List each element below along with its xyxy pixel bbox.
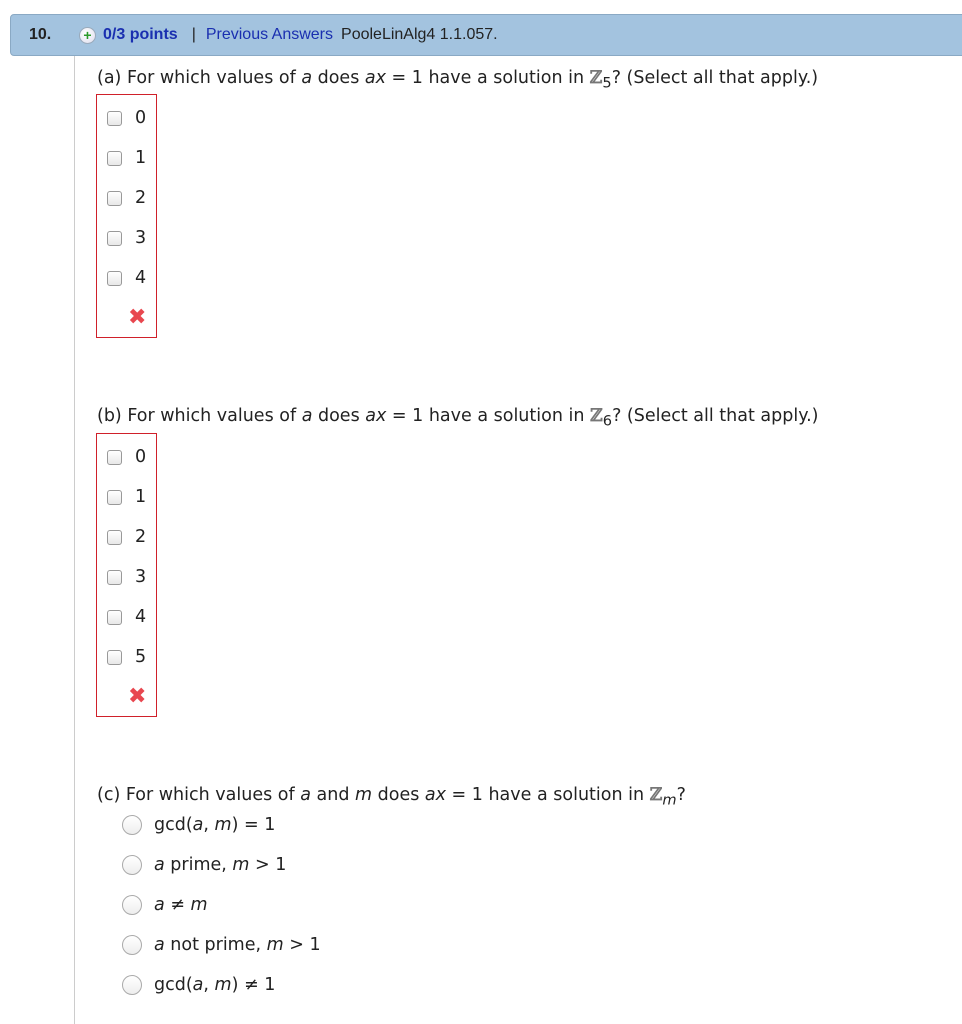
option-label — [154, 975, 275, 995]
text-segment: does — [312, 68, 365, 88]
checkbox-option[interactable] — [107, 487, 146, 507]
integer-set-symbol: ℤ — [590, 406, 603, 426]
checkbox-option[interactable] — [107, 527, 146, 547]
radio-button[interactable] — [122, 975, 142, 995]
text-segment: (a) For which values of — [97, 68, 302, 88]
radio-button[interactable] — [122, 895, 142, 915]
checkbox-option[interactable] — [107, 188, 146, 208]
text-segment: = 1 have a solution in — [385, 68, 590, 88]
question-header — [10, 14, 962, 56]
checkbox-option[interactable] — [107, 268, 146, 288]
radio-option[interactable] — [122, 895, 208, 915]
radio-button[interactable] — [122, 815, 142, 835]
text-segment: , — [203, 975, 215, 995]
checkbox-option[interactable] — [107, 567, 146, 587]
text-segment: (c) For which values of — [97, 785, 301, 805]
text-segment: > 1 — [283, 935, 321, 955]
text-segment: prime, — [164, 855, 233, 875]
divider — [74, 56, 75, 1024]
option-label: 0 — [135, 108, 147, 128]
option-label: 2 — [135, 188, 147, 208]
text-segment: a — [154, 935, 165, 955]
text-segment: > 1 — [249, 855, 287, 875]
option-label: 0 — [135, 447, 147, 467]
text-segment: = 1 have a solution in — [445, 785, 650, 805]
text-segment: m — [190, 895, 208, 915]
text-segment: ax — [365, 406, 387, 426]
integer-set-symbol: ℤ — [589, 68, 603, 88]
text-segment: (b) For which values of — [97, 406, 302, 426]
text-segment: and — [310, 785, 355, 805]
text-segment: a — [301, 68, 313, 88]
text-segment: = 1 have a solution in — [386, 406, 590, 426]
text-segment: 5 — [602, 74, 612, 92]
text-segment: m — [355, 785, 373, 805]
checkbox-option[interactable] — [107, 108, 146, 128]
checkbox[interactable] — [107, 610, 122, 625]
text-segment: a — [192, 975, 204, 995]
option-label: 3 — [135, 567, 147, 587]
option-label — [154, 815, 275, 835]
previous-answers-link[interactable]: Previous Answers — [205, 26, 334, 43]
part-b-question — [97, 406, 818, 430]
text-segment: m — [662, 791, 677, 809]
radio-option[interactable] — [122, 815, 275, 835]
text-segment: a — [154, 895, 165, 915]
radio-button[interactable] — [122, 935, 142, 955]
text-segment: ax — [364, 68, 386, 88]
option-label: 3 — [135, 228, 147, 248]
text-segment: ) ≠ 1 — [231, 975, 276, 995]
checkbox[interactable] — [107, 650, 122, 665]
part-a-incorrect-box — [96, 94, 157, 338]
checkbox[interactable] — [107, 111, 122, 126]
part-a-question — [97, 68, 818, 92]
text-segment: m — [214, 975, 232, 995]
checkbox-option[interactable] — [107, 148, 146, 168]
checkbox[interactable] — [107, 530, 122, 545]
checkbox[interactable] — [107, 271, 122, 286]
text-segment: ? — [676, 785, 686, 805]
text-segment: m — [214, 815, 232, 835]
text-segment: ) = 1 — [231, 815, 276, 835]
option-label: 4 — [135, 268, 147, 288]
text-segment: m — [266, 935, 284, 955]
incorrect-x-icon: ✖ — [128, 684, 147, 709]
text-segment: a — [300, 785, 311, 805]
option-label: 2 — [135, 527, 147, 547]
option-label — [154, 895, 208, 915]
text-segment: a — [192, 815, 204, 835]
checkbox[interactable] — [107, 231, 122, 246]
separator: | — [191, 26, 196, 43]
checkbox[interactable] — [107, 191, 122, 206]
checkbox[interactable] — [107, 151, 122, 166]
question-number: 10. — [29, 26, 52, 43]
checkbox-option[interactable] — [107, 447, 146, 467]
text-segment: does — [312, 406, 366, 426]
checkbox-option[interactable] — [107, 647, 146, 667]
option-label — [154, 935, 321, 955]
part-c-question — [97, 785, 686, 809]
option-label: 5 — [135, 647, 147, 667]
problem-id: PooleLinAlg4 1.1.057. — [341, 26, 498, 43]
text-segment: gcd( — [154, 975, 193, 995]
text-segment: a — [301, 406, 313, 426]
text-segment: ? (Select all that apply.) — [611, 68, 819, 88]
text-segment: ax — [424, 785, 446, 805]
radio-option[interactable] — [122, 855, 286, 875]
plus-icon[interactable]: + — [79, 27, 96, 44]
text-segment: does — [372, 785, 425, 805]
text-segment: a — [154, 855, 165, 875]
incorrect-x-icon: ✖ — [128, 305, 147, 330]
radio-button[interactable] — [122, 855, 142, 875]
radio-option[interactable] — [122, 975, 275, 995]
checkbox-option[interactable] — [107, 228, 146, 248]
checkbox[interactable] — [107, 490, 122, 505]
text-segment: m — [232, 855, 250, 875]
option-label: 1 — [135, 487, 147, 507]
text-segment: 6 — [602, 412, 613, 430]
text-segment: , — [203, 815, 215, 835]
text-segment: ≠ — [164, 895, 191, 915]
radio-option[interactable] — [122, 935, 321, 955]
text-segment: ? (Select all that apply.) — [612, 406, 819, 426]
text-segment: not prime, — [164, 935, 267, 955]
checkbox[interactable] — [107, 450, 122, 465]
checkbox[interactable] — [107, 570, 122, 585]
option-label: 1 — [135, 148, 147, 168]
integer-set-symbol: ℤ — [649, 785, 663, 805]
option-label — [154, 855, 286, 875]
option-label: 4 — [135, 607, 147, 627]
checkbox-option[interactable] — [107, 607, 146, 627]
text-segment: gcd( — [154, 815, 193, 835]
points-label: 0/3 points — [103, 26, 178, 43]
